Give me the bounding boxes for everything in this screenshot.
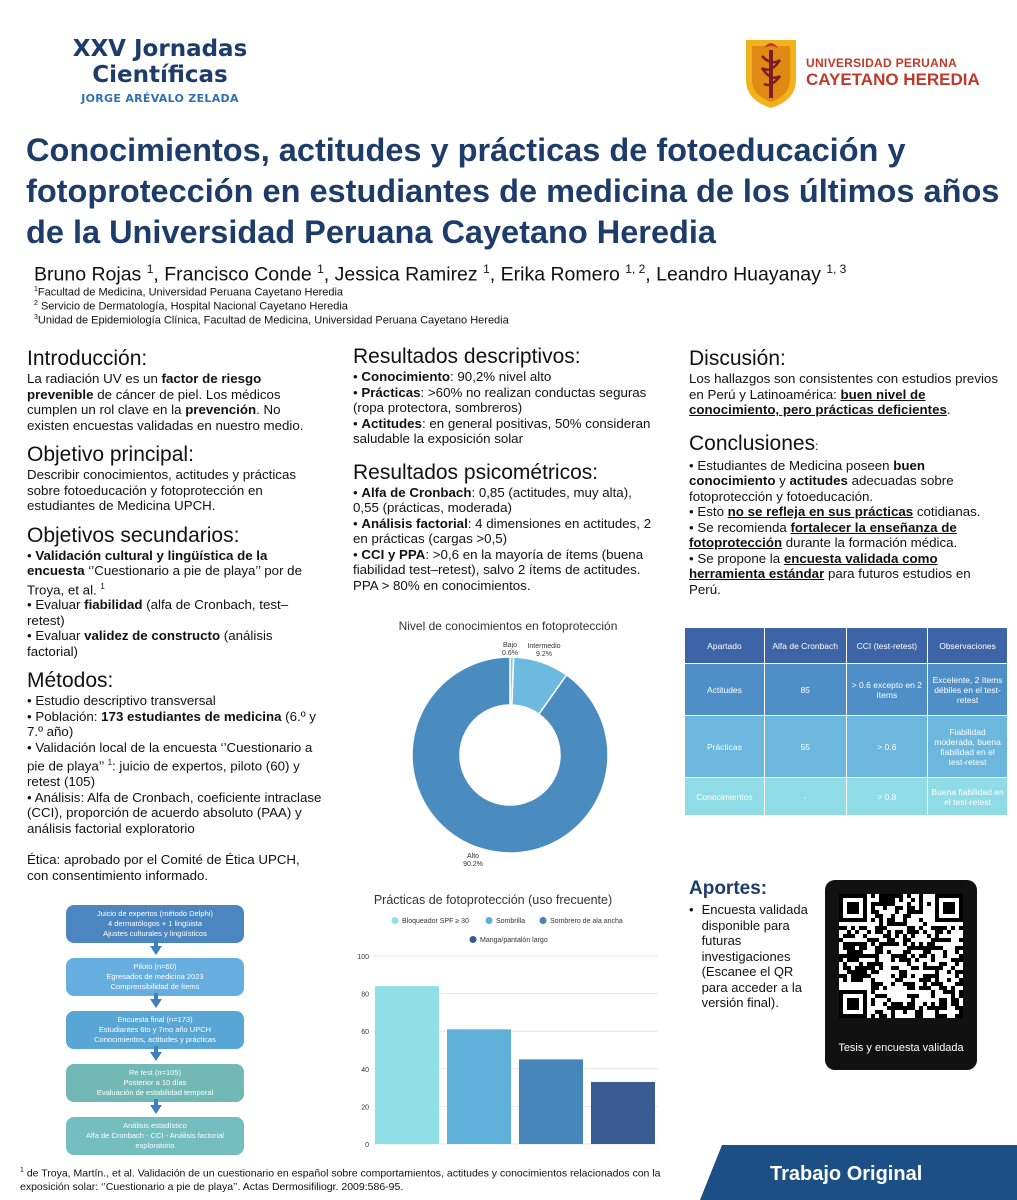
qr-code[interactable] (839, 894, 963, 1018)
legend-label: Bloqueador SPF ≥ 30 (402, 918, 469, 925)
pie-slice (412, 657, 608, 853)
list-item: • Alfa de Cronbach: 0,85 (actitudes, muy alta), 0,55 (prácticas, moderada) (353, 484, 632, 515)
table-header-cell: Apartado (685, 628, 765, 664)
psychometric-heading: Resultados psicométricos: (353, 460, 599, 484)
ethics-text: Ética: aprobado por el Comité de Ética UPCH, con consentimiento informado. (27, 852, 300, 883)
author-name: Erika Romero (500, 263, 620, 286)
table-cell: > 0.8 (846, 778, 928, 816)
table-cell: Fiabilidad moderada, buena fiabilidad en el test-retest (928, 716, 1008, 778)
table-cell: Prácticas (685, 716, 765, 778)
work-type-label: Trabajo Original (770, 1163, 923, 1185)
author-affiliation: 1 (317, 262, 324, 276)
contributions-text: Encuesta validada disponible para futuras investigaciones (Escanee el QR para acceder a la versión final). (701, 902, 808, 1010)
affiliation-number: 3 (34, 314, 38, 321)
table-cell: 55 (764, 716, 846, 778)
list-item: • Análisis factorial: 4 dimensiones en actitudes, 2 en prácticas (cargas >0,5) (353, 515, 652, 546)
list-item: • Evaluar validez de constructo (análisis factorial) (27, 628, 273, 659)
flow-step: Análisis estadístico Alfa de Cronbach - CCI - Análisis factorial exploratorio (66, 1117, 244, 1155)
list-item: • Se recomienda fortalecer la enseñanza de fotoprotección durante la formación médica. (689, 519, 958, 550)
middle-column (353, 345, 658, 603)
left-column (27, 347, 322, 893)
arrow-down-icon (150, 1052, 162, 1061)
y-tick-label: 20 (361, 1104, 369, 1112)
legend-swatch (392, 917, 399, 924)
list-item: • CCI y PPA: >0,6 en la mayoría de ítems (buena fiabilidad test–retest), salvo 2 ítems de actitudes. PPA > 80% en conocimientos. (353, 546, 644, 593)
table-header-cell: Observaciones (928, 628, 1008, 664)
slice-label: Intermedio (527, 643, 561, 650)
conclusions-section (689, 432, 999, 598)
slice-label: Alto (466, 853, 480, 860)
table-row (685, 664, 1008, 716)
arrow-down-icon (150, 999, 162, 1008)
objective-heading: Objetivo principal: (27, 443, 194, 466)
methods-section (27, 669, 322, 883)
bar (375, 986, 439, 1144)
contributions-section: Aportes: • Encuesta validada disponible para futuras investigaciones (Escanee el QR para acceder a la versión final). (689, 878, 819, 1011)
legend-label: Sombrilla (496, 918, 526, 925)
affiliation-number: 2 (34, 300, 38, 307)
list-item: • Estudio descriptivo transversal (27, 693, 216, 709)
arrow-down-icon (150, 1105, 162, 1114)
affiliation-number: 1 (34, 286, 38, 293)
table-cell: > 0.6 (846, 716, 928, 778)
author-affiliation: 1, 3 (826, 262, 847, 276)
list-item: • Población: 173 estudiantes de medicina (6.º y 7.º año) (27, 708, 316, 740)
reference-footnote: $^1$ de Troya, Martín., et al. Validación de un cuestionario en español sobre comportamientos, actitudes y conocimientos relacionados con la exposición solar: ‘’Cuestionario a pie de playa’’. Actas Dermosifiliogr. 2009:586-95. (20, 1167, 661, 1193)
secondary-objectives-heading: Objetivos secundarios: (27, 523, 240, 547)
table-cell: 85 (764, 664, 846, 716)
author-list: Bruno Rojas $^1$, Francisco Conde $^1$, Jessica Ramirez $^1$, Erika Romero $^{1, 2}$, Leandro Huayanay $^{1, 3}$ (34, 262, 847, 286)
author-name: Leandro Huayanay (656, 263, 821, 286)
author-name: Francisco Conde (164, 263, 312, 286)
poster-title: Conocimientos, actitudes y prácticas de fotoeducación y fotoprotección en estudiantes de medicina de los últimos años de la Universidad Peruana Cayetano Heredia (26, 132, 1000, 250)
list-item: • Prácticas: >60% no realizan conductas seguras (ropa protectora, sombreros) (353, 384, 647, 415)
list-item: • Esto no se refleja en sus prácticas cotidianas. (689, 504, 981, 519)
flow-step: Encuesta final (n=173) Estudiantes 6to y 7mo año UPCH Conocimientos, actitudes y prácticas (66, 1011, 244, 1049)
chart-title: Nivel de conocimientos en fotoprotección (398, 619, 618, 633)
arrow-down-icon (150, 946, 162, 955)
knowledge-donut-chart (353, 612, 665, 874)
affiliation-3 (34, 314, 509, 327)
author-name: Bruno Rojas (34, 263, 142, 286)
affiliation-text: Servicio de Dermatología, Hospital Nacional Cayetano Heredia (40, 300, 348, 313)
table-cell: Buena fiabilidad en el test-retest (928, 778, 1008, 816)
list-item: • Validación cultural y lingüística de la encuesta ‘’Cuestionario a pie de playa’’ por de Troya, et al. $^1$ (27, 547, 302, 597)
flow-step: Piloto (n=60) Egresados de medicina 2023 Comprensibilidad de ítems (66, 958, 244, 996)
flow-step: Juicio de expertos (método Delphi) 4 dermatólogos + 1 lingüista Ajustes culturales y lingüísticos (66, 905, 244, 943)
table-header-cell: Alfa de Cronbach (764, 628, 846, 664)
affiliation-text: Facultad de Medicina, Universidad Peruana Cayetano Heredia (37, 286, 344, 299)
legend-label: Sombrero de ala ancha (550, 918, 623, 925)
objective-section (27, 443, 322, 514)
contributions-heading: Aportes: (689, 878, 768, 899)
table-cell: - (764, 778, 846, 816)
objective-text: Describir conocimientos, actitudes y prácticas sobre fotoeducación y fotoprotección en estudiantes de Medicina UPCH. (27, 467, 296, 513)
event-name-line2: Científicas (92, 62, 228, 88)
y-tick-label: 40 (361, 1066, 369, 1074)
discussion-heading: Discusión: (689, 347, 786, 370)
list-item: • Actitudes: en general positivas, 50% consideran saludable la exposición solar (353, 415, 651, 446)
conclusions-heading: Conclusiones: (689, 431, 819, 455)
chart-title: Prácticas de fotoprotección (uso frecuente) (373, 893, 613, 907)
affiliation-1 (34, 286, 343, 299)
event-name-line3: JORGE ARÉVALO ZELADA (81, 92, 239, 105)
table-row (685, 778, 1008, 816)
university-crest-icon (744, 36, 798, 110)
bar (591, 1082, 655, 1144)
table-cell: Actitudes (685, 664, 765, 716)
results-section (353, 345, 658, 447)
table-header-cell: CCI (test-retest) (846, 628, 928, 664)
slice-value-label: 0.6% (502, 650, 518, 657)
legend-label: Manga/pantalón largo (480, 937, 548, 944)
event-logo (40, 36, 280, 105)
university-name-line2: CAYETANO HEREDIA (806, 70, 980, 89)
table-cell: > 0.6 excepto en 2 ítems (846, 664, 928, 716)
table-cell: Conocimientos (685, 778, 765, 816)
psychometric-section (353, 461, 658, 594)
list-item: • Validación local de la encuesta ‘’Cuestionario a pie de playa’’ $^1$: juicio de expertos, piloto (60) y retest (105) (27, 739, 313, 790)
author-affiliation: 1 (483, 262, 490, 276)
affiliation-2 (34, 300, 348, 313)
right-column (689, 347, 999, 607)
intro-heading: Introducción: (27, 347, 148, 370)
intro-text: La radiación UV es un factor de riesgo prevenible de cáncer de piel. Los médicos cumplen un rol clave en la prevención. No existen encuestas validadas en nuestro medio. (27, 371, 304, 433)
table-row (685, 716, 1008, 778)
event-name-line1: XXV Jornadas (72, 36, 248, 62)
legend-swatch (486, 917, 493, 924)
slice-value-label: 9.2% (536, 651, 552, 658)
list-item: • Estudiantes de Medicina poseen buen conocimiento y actitudes adecuadas sobre fotoprotección y fotoeducación. (689, 457, 954, 504)
qr-code-icon (839, 894, 963, 1018)
list-item: • Se propone la encuesta validada como herramienta estándar para futuros estudios en Perú. (689, 550, 971, 597)
discussion-section (689, 347, 999, 418)
reliability-table (684, 627, 1008, 816)
discussion-text: Los hallazgos son consistentes con estudios previos en Perú y Latinoamérica: buen nivel de conocimiento, pero prácticas deficientes. (689, 371, 998, 417)
secondary-objectives-section (27, 524, 322, 660)
qr-caption: Tesis y encuesta validada (838, 1042, 964, 1054)
flow-step: Re test (n=105) Posterior a 10 días Evaluación de estabilidad temporal (66, 1064, 244, 1102)
slice-value-label: 90.2% (463, 861, 483, 868)
table-header-row (685, 628, 1008, 664)
bar (519, 1059, 583, 1144)
legend-swatch (540, 917, 547, 924)
author-affiliation: 1 (146, 262, 154, 276)
list-item: • Análisis: Alfa de Cronbach, coeficiente intraclase (CCI), proporción de acuerdo absoluto (PAA) y análisis factorial exploratorio (27, 789, 322, 836)
y-tick-label: 60 (361, 1029, 369, 1037)
y-tick-label: 80 (361, 991, 369, 999)
qr-card[interactable] (825, 880, 977, 1070)
methods-heading: Métodos: (27, 669, 114, 693)
results-heading: Resultados descriptivos: (353, 345, 581, 368)
author-name: Jessica Ramirez (334, 263, 478, 286)
table-cell: Excelente, 2 ítems débiles en el test-retest (928, 664, 1008, 716)
methods-flow-diagram (66, 905, 246, 1155)
y-tick-label: 0 (365, 1142, 369, 1149)
university-name (806, 56, 980, 90)
practices-bar-chart (353, 888, 665, 1150)
legend-swatch (470, 936, 477, 943)
intro-section (27, 347, 322, 433)
university-name-line1: UNIVERSIDAD PERUANA (806, 56, 958, 70)
affiliation-text: Unidad de Epidemiología Clínica, Facultad de Medicina, Universidad Peruana Cayetano Heredia (37, 314, 509, 327)
y-tick-label: 100 (357, 954, 369, 961)
list-item: • Evaluar fiabilidad (alfa de Cronbach, test–retest) (27, 597, 289, 628)
bar (447, 1029, 511, 1144)
author-affiliation: 1, 2 (625, 262, 646, 276)
slice-label: Bajo (502, 642, 518, 649)
list-item: • Conocimiento: 90,2% nivel alto (353, 369, 552, 384)
